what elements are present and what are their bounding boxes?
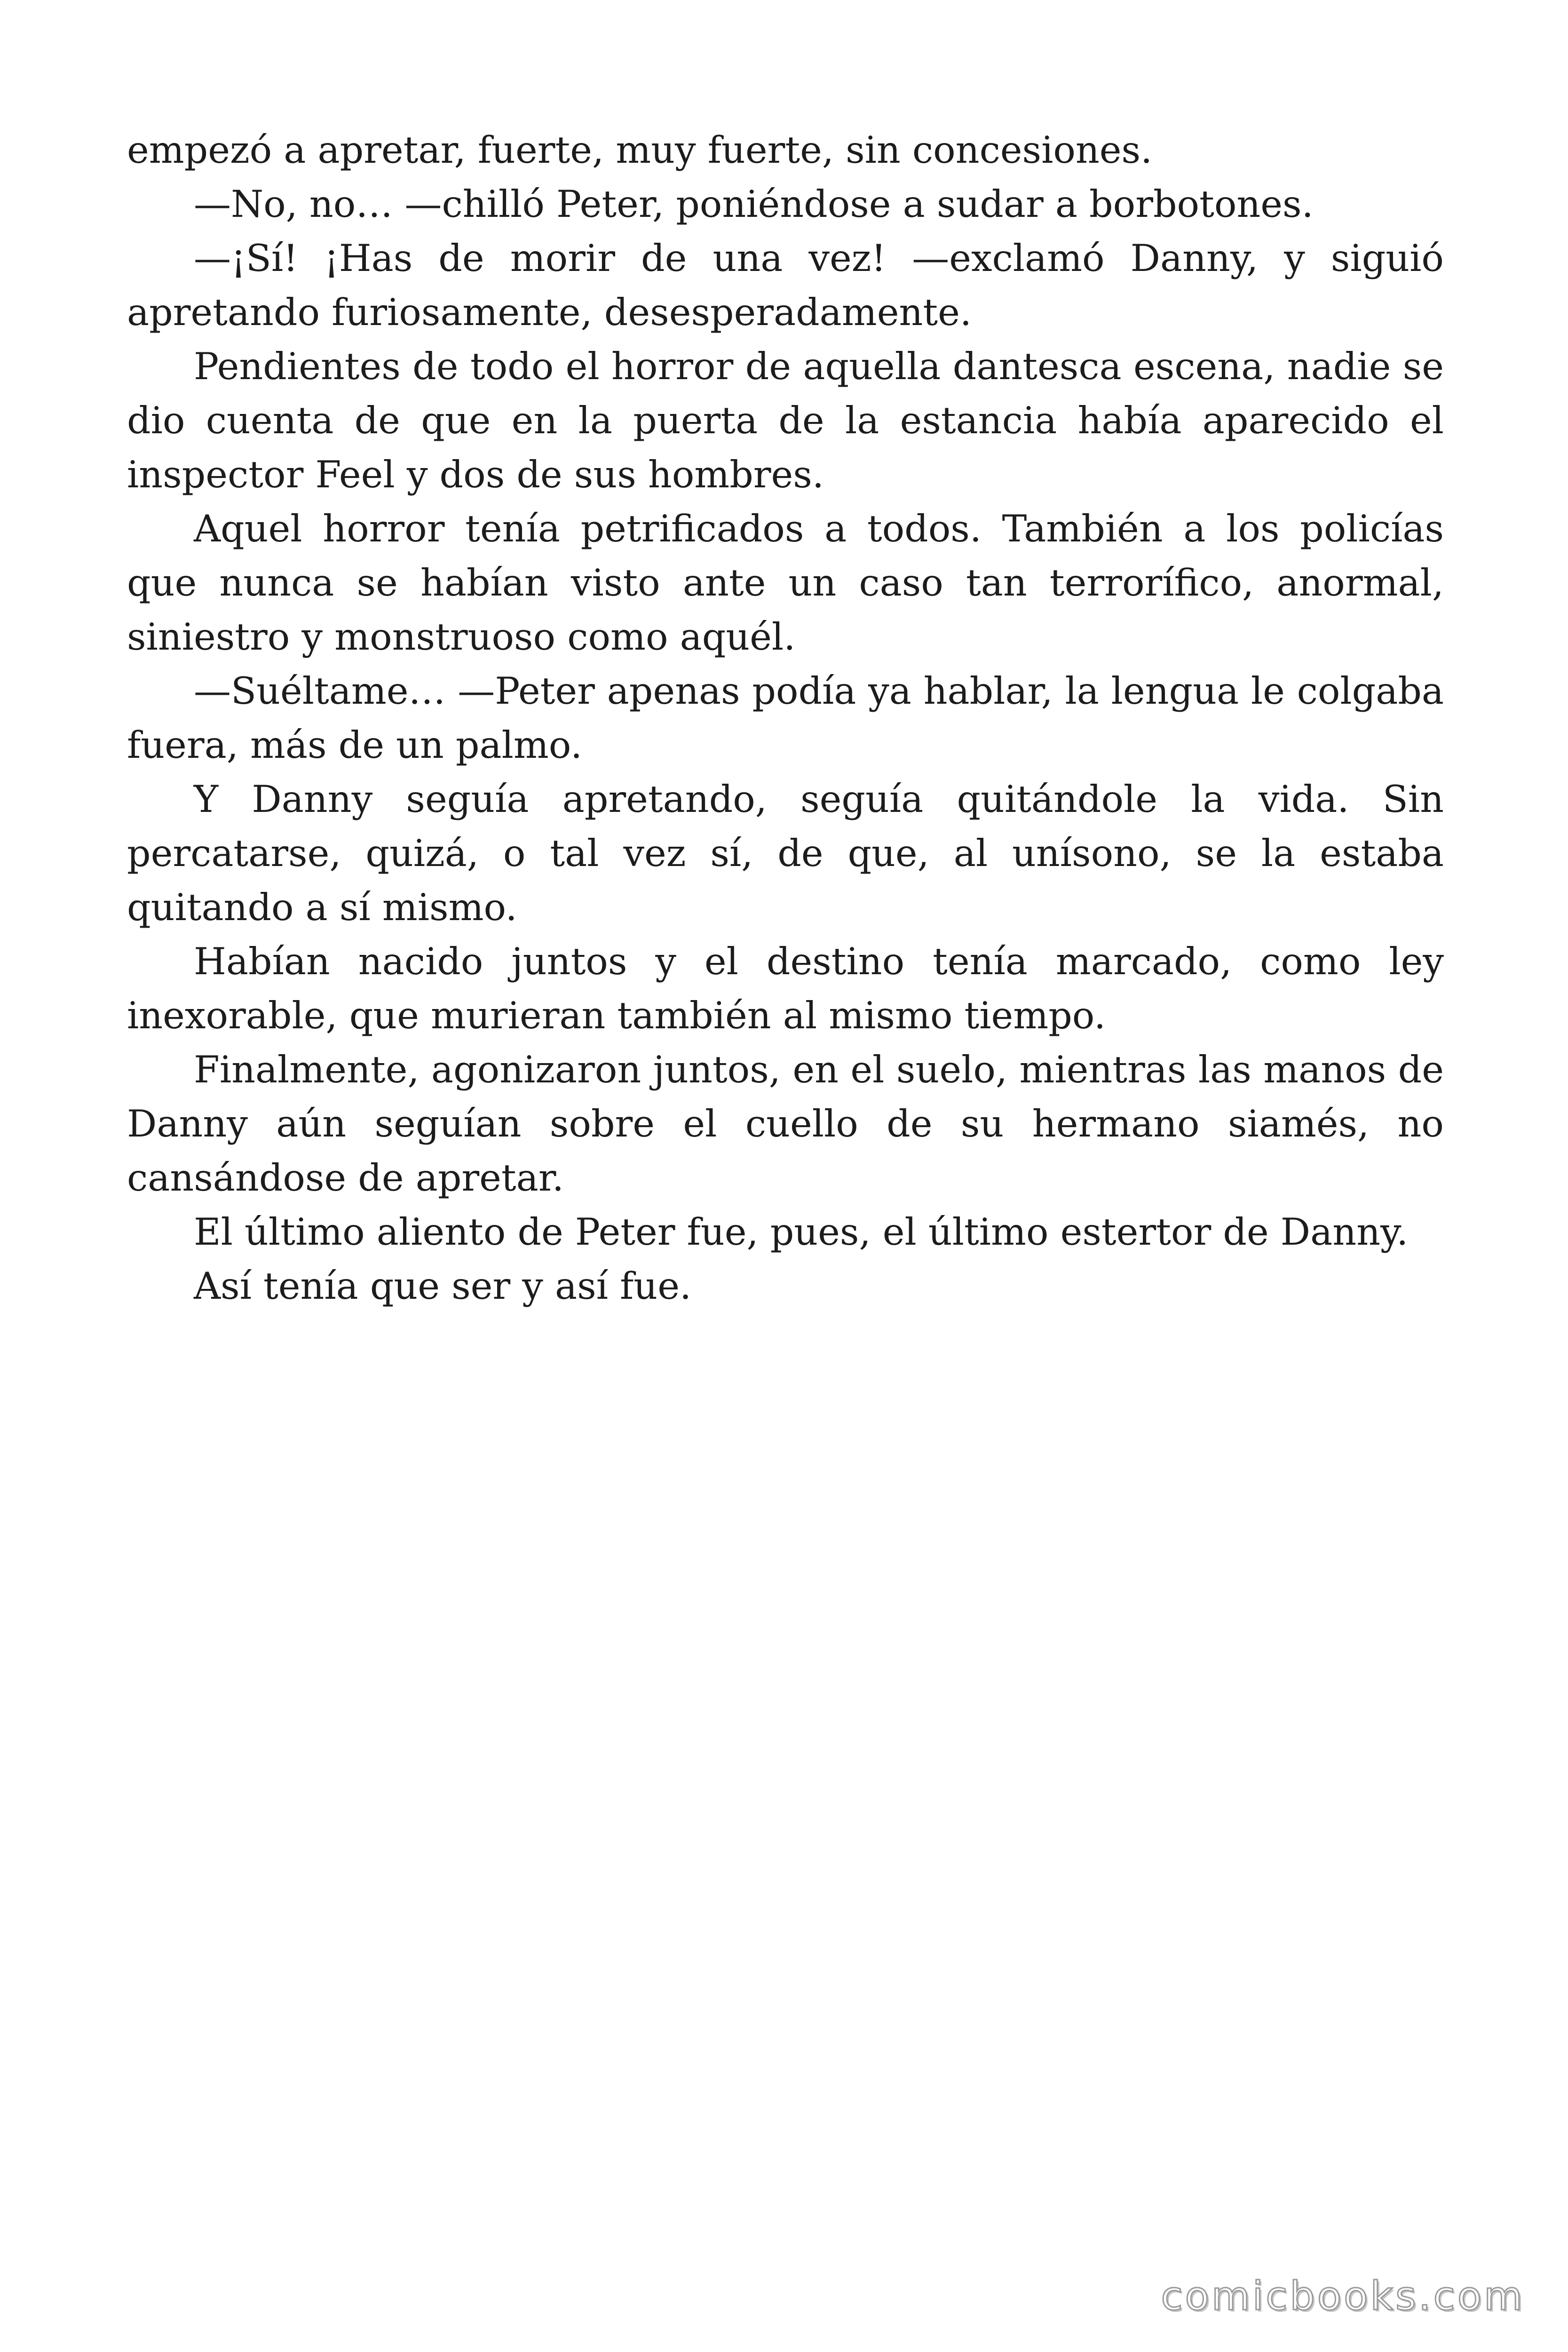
watermark-logo: comicbooks.com: [1161, 2273, 1525, 2319]
body-text: [127, 123, 1444, 1313]
paragraph-dialogue-peter: —No, no… —chilló Peter, poniéndose a sudar a borbotones.: [194, 183, 1314, 226]
paragraph-dialogue-danny: —¡Sí! ¡Has de morir de una vez! —exclamó Danny, y siguió apretando furiosamente, desesperadamente.: [127, 237, 1444, 334]
paragraph-continuation: empezó a apretar, fuerte, muy fuerte, sin concesiones.: [127, 128, 1153, 172]
paragraph-danny-squeezing: Y Danny seguía apretando, seguía quitándole la vida. Sin percatarse, quizá, o tal vez sí, de que, al unísono, se la estaba quitando a sí mismo.: [127, 778, 1444, 929]
paragraph-last-breath: El último aliento de Peter fue, pues, el último estertor de Danny.: [194, 1210, 1409, 1254]
paragraph-final: Así tenía que ser y así fue.: [194, 1264, 692, 1308]
paragraph-horror: Aquel horror tenía petrificados a todos. También a los policías que nunca se habían visto ante un caso tan terrorífico, anormal, siniestro y monstruoso como aquél.: [127, 507, 1444, 659]
paragraph-born-together: Habían nacido juntos y el destino tenía marcado, como ley inexorable, que murieran también al mismo tiempo.: [127, 940, 1444, 1037]
paragraph-agony: Finalmente, agonizaron juntos, en el suelo, mientras las manos de Danny aún seguían sobre el cuello de su hermano siamés, no cansándose de apretar.: [127, 1048, 1444, 1200]
paragraph-inspector-arrival: Pendientes de todo el horror de aquella dantesca escena, nadie se dio cuenta de que en la puerta de la estancia había aparecido el inspector Feel y dos de sus hombres.: [127, 345, 1444, 496]
paragraph-dialogue-sueltame: —Suéltame… —Peter apenas podía ya hablar, la lengua le colgaba fuera, más de un palmo.: [127, 669, 1444, 767]
